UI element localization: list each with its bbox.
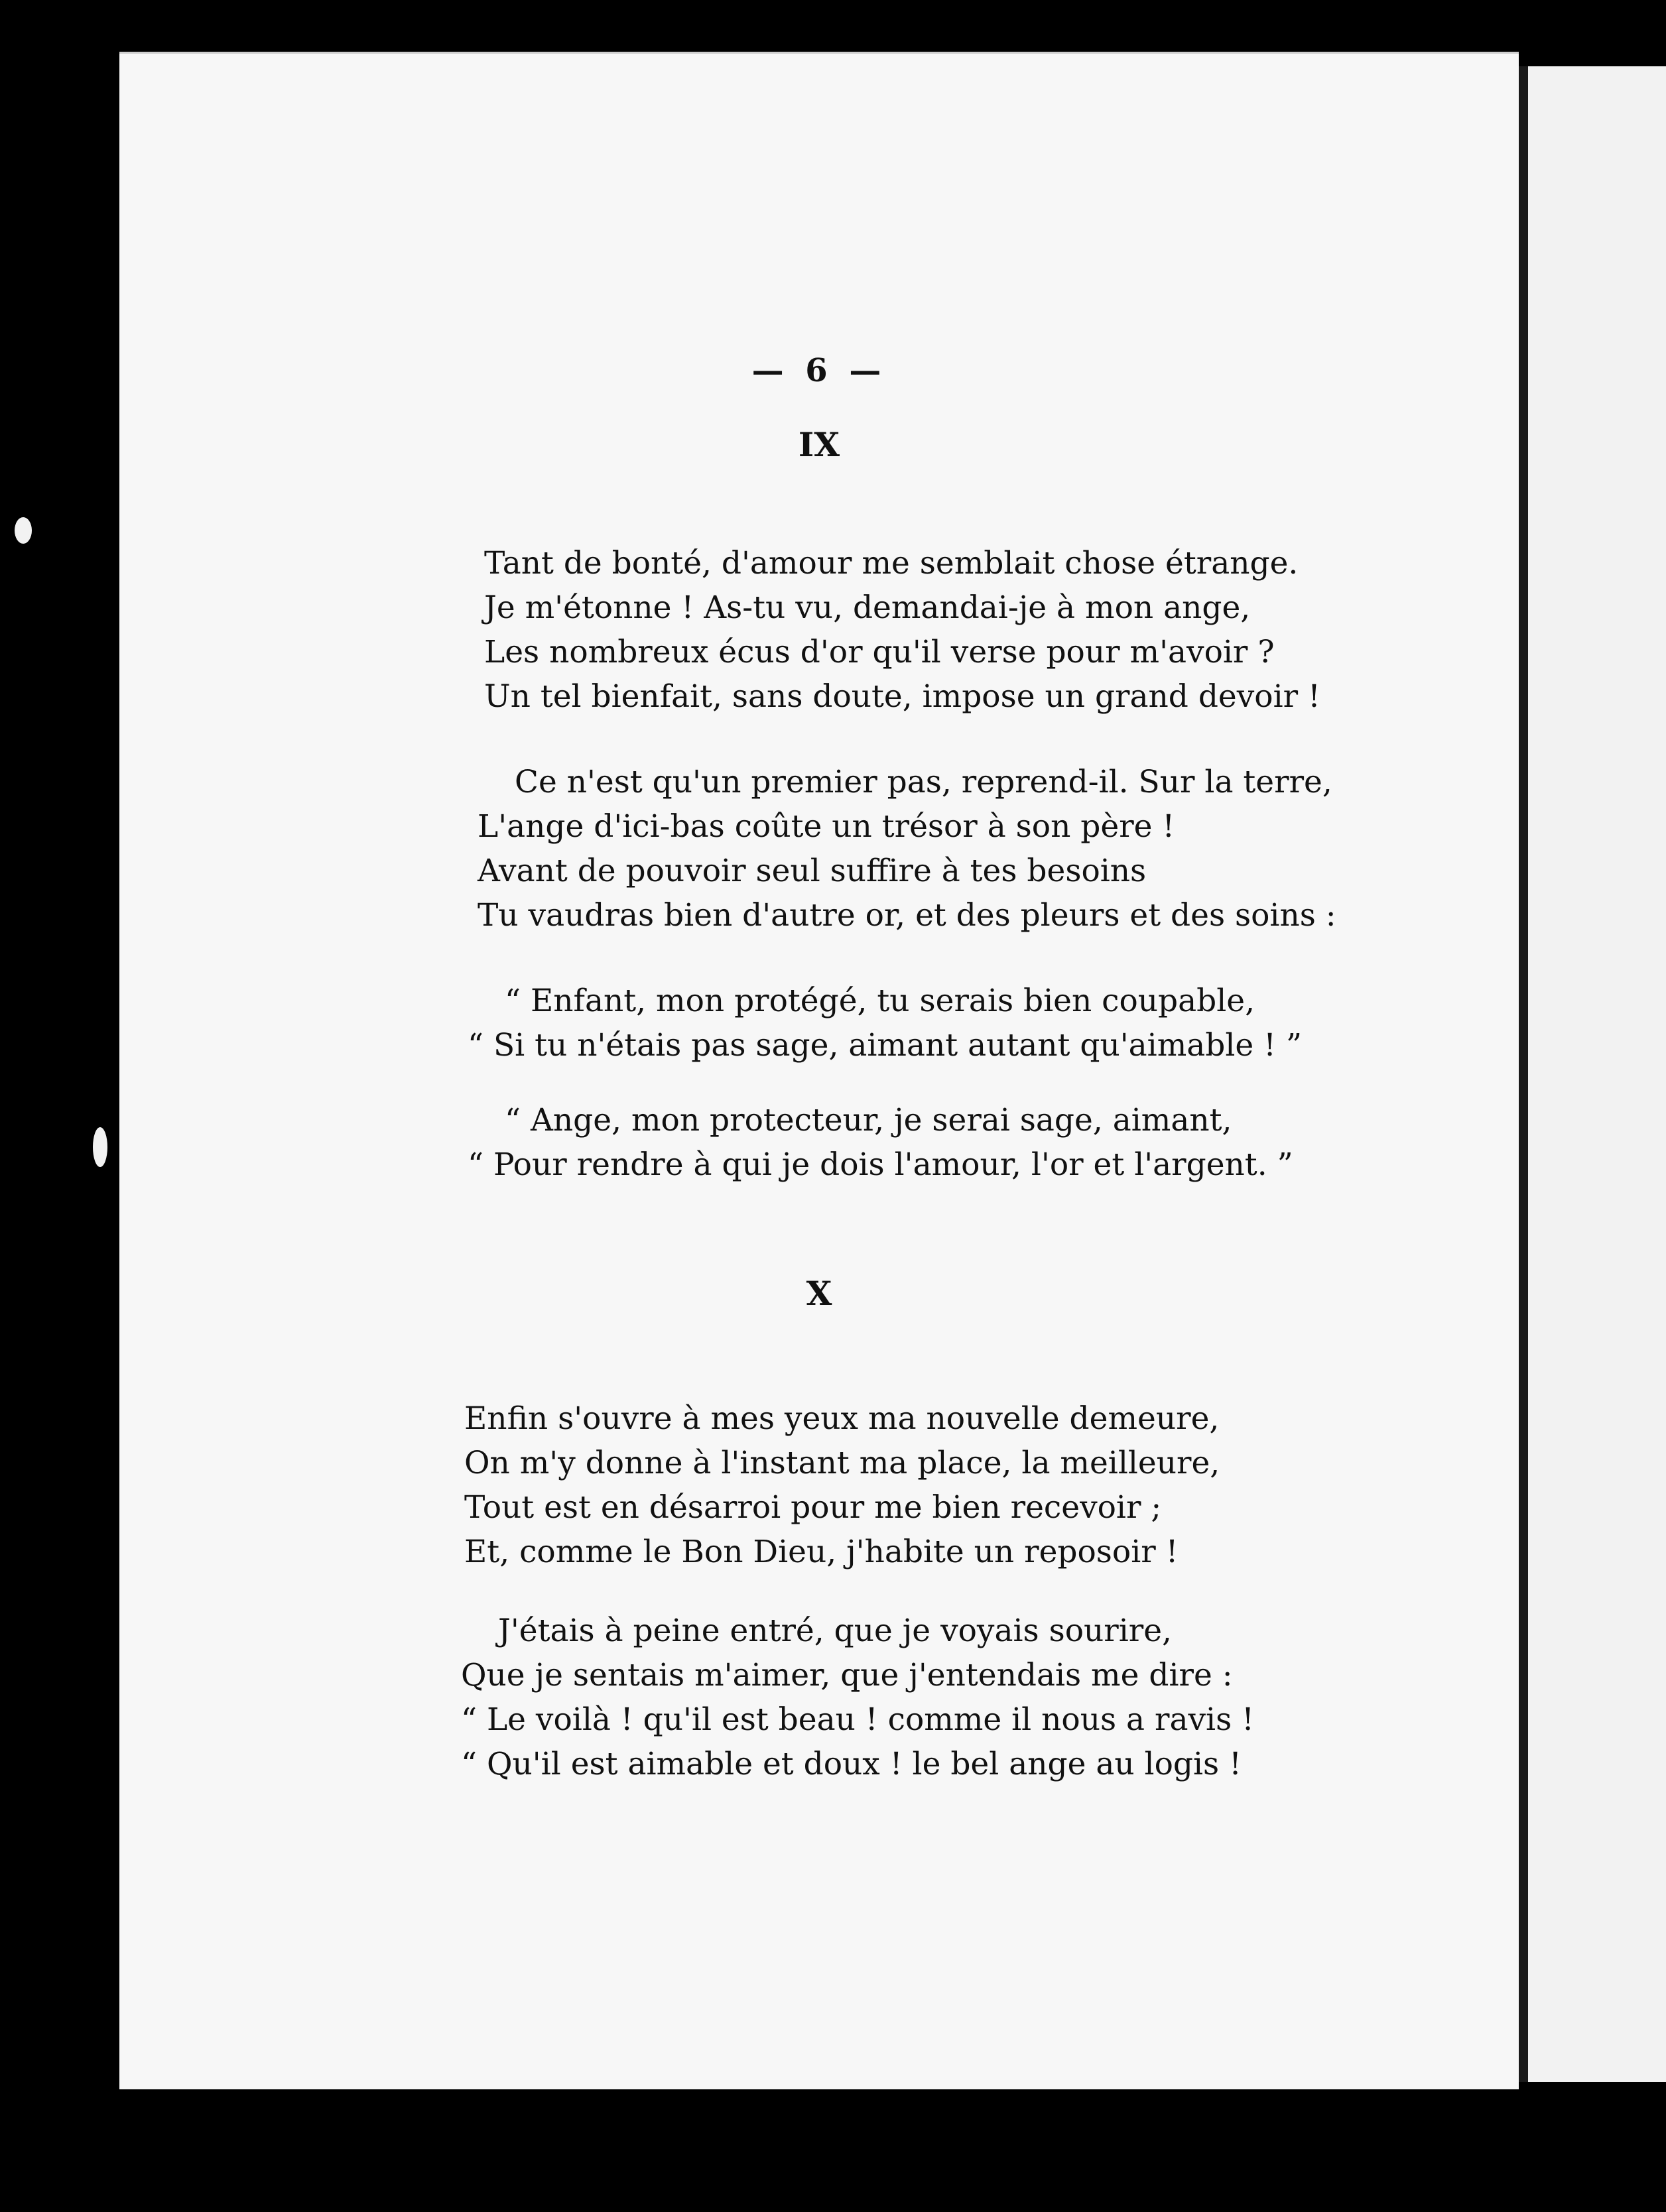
verse-line: “ Enfant, mon protégé, tu serais bien coupable, xyxy=(505,983,1255,1019)
verse-line: “ Qu'il est aimable et doux ! le bel ange au logis ! xyxy=(461,1746,1242,1782)
page-text xyxy=(119,54,1519,2089)
verse-line: Tout est en désarroi pour me bien recevoir ; xyxy=(464,1489,1162,1526)
verse-line: “ Pour rendre à qui je dois l'amour, l'or et l'argent. ” xyxy=(468,1146,1293,1183)
stanza xyxy=(484,541,1320,719)
verse-line: Enfin s'ouvre à mes yeux ma nouvelle demeure, xyxy=(464,1400,1220,1437)
stanza xyxy=(464,1396,1220,1574)
verse-line: Je m'étonne ! As-tu vu, demandai-je à mon ange, xyxy=(484,589,1251,626)
verse-line: Les nombreux écus d'or qu'il verse pour m'avoir ? xyxy=(484,634,1275,670)
verse-line: On m'y donne à l'instant ma place, la meilleure, xyxy=(464,1445,1220,1481)
verse-line: “ Ange, mon protecteur, je serai sage, aimant, xyxy=(505,1102,1232,1138)
stanza xyxy=(461,1609,1254,1786)
stanza xyxy=(468,1098,1293,1187)
verse-line: J'étais à peine entré, que je voyais sourire, xyxy=(498,1613,1172,1649)
verse-line: Avant de pouvoir seul suffire à tes besoins xyxy=(478,853,1147,889)
margin-speck xyxy=(15,517,32,544)
next-page-edge xyxy=(1519,66,1666,2082)
verse-line: Tu vaudras bien d'autre or, et des pleurs et des soins : xyxy=(478,897,1336,934)
verse-line: Ce n'est qu'un premier pas, reprend-il. Sur la terre, xyxy=(515,764,1332,800)
verse-line: L'ange d'ici-bas coûte un trésor à son père ! xyxy=(478,808,1175,845)
section-heading-x: X xyxy=(806,1274,832,1313)
stanza xyxy=(468,979,1302,1068)
verse-line: “ Le voilà ! qu'il est beau ! comme il nous a ravis ! xyxy=(461,1701,1255,1738)
verse-line: “ Si tu n'étais pas sage, aimant autant qu'aimable ! ” xyxy=(468,1027,1303,1064)
section-heading-ix: IX xyxy=(798,425,840,464)
verse-line: Tant de bonté, d'amour me semblait chose étrange. xyxy=(484,545,1299,582)
stanza xyxy=(478,760,1336,938)
page-number: — 6 — xyxy=(751,352,887,389)
verse-line: Que je sentais m'aimer, que j'entendais me dire : xyxy=(461,1657,1233,1693)
verse-line: Un tel bienfait, sans doute, impose un grand devoir ! xyxy=(484,678,1320,715)
verse-line: Et, comme le Bon Dieu, j'habite un reposoir ! xyxy=(464,1534,1179,1570)
document-page xyxy=(119,52,1519,2089)
margin-speck xyxy=(93,1127,107,1167)
